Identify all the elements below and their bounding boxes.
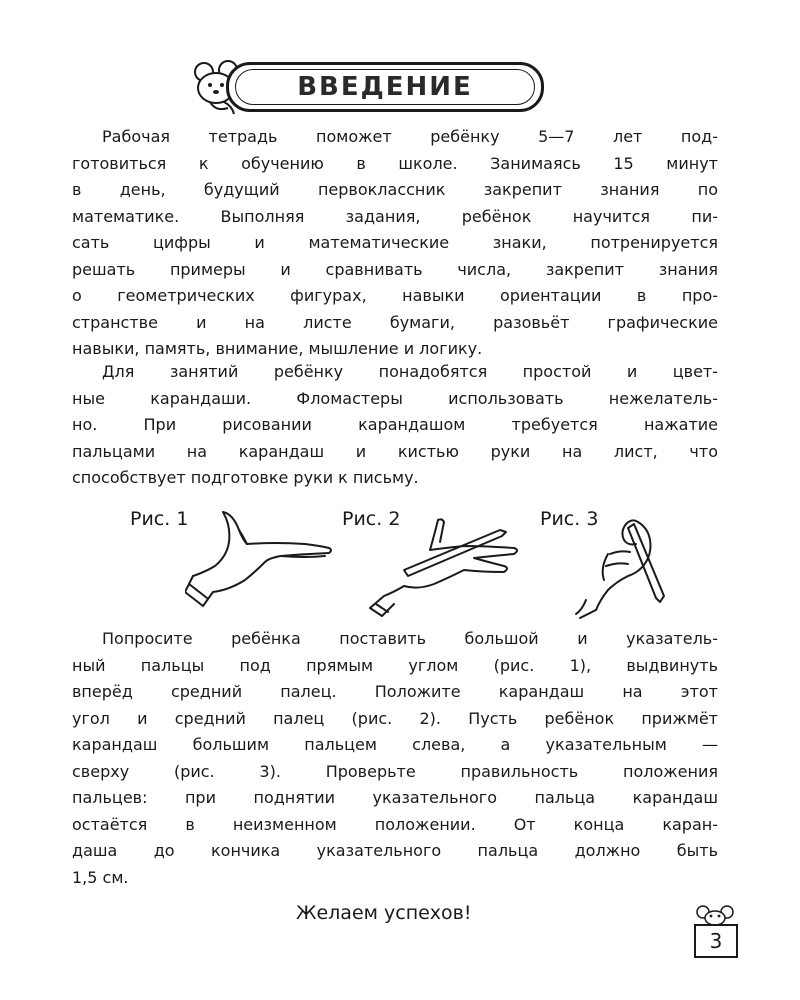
text-line: навыки, память, внимание, мышление и логику. bbox=[72, 339, 483, 358]
hand-figure-1-icon bbox=[185, 506, 345, 614]
text-line: даша до кончика указательного пальца должно быть bbox=[72, 841, 718, 860]
text-line: но. При рисовании карандашом требуется нажатие bbox=[72, 415, 718, 434]
title-header bbox=[188, 58, 548, 116]
text-line: сать цифры и математические знаки, потренируется bbox=[72, 233, 718, 252]
text-line: странстве и на листе бумаги, разовьёт графические bbox=[72, 312, 718, 332]
paragraph-instructions bbox=[72, 629, 718, 894]
text-line: 1,5 см. bbox=[72, 867, 129, 887]
text-line: пальцев: при поднятии указательного пальца карандаш bbox=[72, 788, 718, 807]
text-line: ный пальцы под прямым углом (рис. 1), выдвинуть bbox=[72, 655, 718, 675]
text-line: способствует подготовке руки к письму. bbox=[72, 468, 419, 487]
text-line: Попросите ребёнка поставить большой и указатель- bbox=[102, 629, 718, 648]
text-line: угол и средний палец (рис. 2). Пусть ребёнок прижмёт bbox=[72, 708, 718, 728]
text-line: решать примеры и сравнивать числа, закрепит знания bbox=[72, 259, 718, 279]
text-line: о геометрических фигурах, навыки ориентации в про- bbox=[72, 286, 718, 305]
text-line: ные карандаши. Фломастеры использовать нежелатель- bbox=[72, 388, 718, 408]
text-line: пальцами на карандаш и кистью руки на лист, что bbox=[72, 441, 718, 461]
text-line: Для занятий ребёнку понадобятся простой и цвет- bbox=[102, 362, 718, 381]
page-title: ВВЕДЕНИЕ bbox=[297, 72, 473, 102]
text-line: карандаш большим пальцем слева, а указательным — bbox=[72, 735, 718, 754]
paragraph-materials bbox=[72, 362, 718, 495]
title-banner bbox=[226, 62, 544, 112]
closing-text: Желаем успехов! bbox=[296, 902, 472, 924]
figure-3-label: Рис. 3 bbox=[540, 508, 599, 530]
mouse-page-icon bbox=[694, 902, 736, 926]
figure-2-label: Рис. 2 bbox=[342, 508, 401, 530]
text-line: вперёд средний палец. Положите карандаш на этот bbox=[72, 682, 718, 701]
paragraph-intro bbox=[72, 127, 718, 366]
page-number: 3 bbox=[709, 929, 723, 953]
page-number-box bbox=[694, 924, 738, 958]
text-line: в день, будущий первоклассник закрепит знания по bbox=[72, 180, 718, 199]
text-line: остаётся в неизменном положении. От конца каран- bbox=[72, 814, 718, 834]
hand-figure-3-icon bbox=[566, 510, 686, 622]
text-line: Рабочая тетрадь поможет ребёнку 5—7 лет под- bbox=[102, 127, 718, 146]
text-line: математике. Выполняя задания, ребёнок научится пи- bbox=[72, 206, 718, 226]
text-line: готовиться к обучению в школе. Занимаясь 15 минут bbox=[72, 153, 718, 173]
text-line: сверху (рис. 3). Проверьте правильность положения bbox=[72, 761, 718, 781]
hand-figure-2-icon bbox=[364, 512, 532, 620]
figure-1-label: Рис. 1 bbox=[130, 508, 189, 530]
